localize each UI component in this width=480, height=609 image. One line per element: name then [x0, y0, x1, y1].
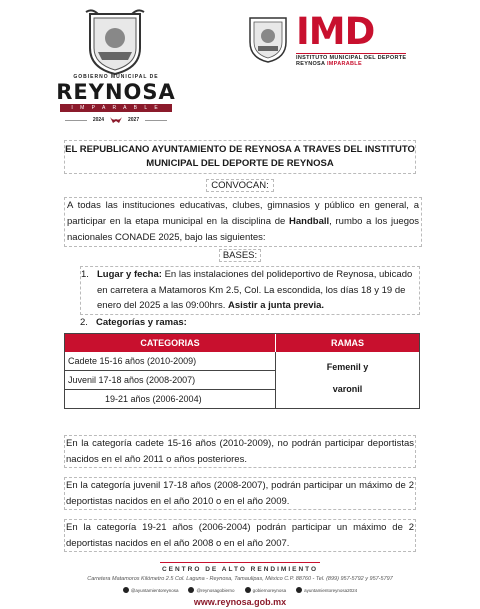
title-line-2: MUNICIPAL DEL DEPORTE DE REYNOSA [146, 158, 334, 169]
imd-tag-city: REYNOSA [296, 61, 326, 67]
youtube-icon [296, 587, 302, 593]
reynosa-government-logo [44, 74, 188, 125]
social-youtube[interactable] [296, 587, 357, 593]
social-links [0, 587, 480, 593]
social-handle: ayuntamientoreynosa2024 [304, 587, 358, 593]
rules-paragraphs [64, 435, 416, 561]
categories-column [65, 352, 276, 408]
item-emphasis: Asistir a junta previa. [227, 300, 325, 311]
rule-19-21: En la categoría 19-21 años (2006-2004) podrán participar un máximo de 2 deportistas nacidos en el año 2008 o en el año 2007. [64, 519, 416, 552]
bases-heading [0, 250, 480, 261]
header-categorias: CATEGORIAS [65, 334, 276, 352]
website-link[interactable]: www.reynosa.gob.mx [193, 597, 287, 607]
table-header [65, 334, 419, 352]
rule-cadete: En la categoría cadete 15-16 años (2010-2009), no podrán participar deportistas nacidos en el año 2011 o años posteriores. [64, 435, 416, 468]
footer-address: Carretera Matamoros Kilómetro 2.5 Col. Laguna - Reynosa, Tamaulipas, México C.P. 88760 - Tel. (899) 957-5792 y 957-5797 [87, 576, 393, 582]
bases-label: BASES: [219, 249, 261, 262]
ramas-column [276, 352, 419, 408]
government-label: GOBIERNO MUNICIPAL DE [73, 74, 159, 80]
convocan-label: CONVOCAN: [206, 179, 274, 192]
term-years [44, 115, 188, 125]
table-row: 19-21 años (2006-2004) [105, 394, 202, 404]
categories-table [64, 333, 420, 409]
rama-line-1: Femenil y [326, 362, 369, 372]
imd-wordmark: IMD [296, 10, 375, 53]
table-row: Juvenil 17-18 años (2008-2007) [65, 371, 275, 390]
table-row: Cadete 15-16 años (2010-2009) [65, 352, 275, 371]
year-start: 2024 [92, 117, 104, 123]
coat-of-arms-seal-right [246, 14, 290, 64]
imparable-tagline: I M P A R A B L E [60, 104, 172, 112]
social-instagram[interactable] [188, 587, 234, 593]
list-item-categories [80, 315, 420, 331]
imd-logo [296, 12, 436, 67]
social-x[interactable] [245, 587, 287, 593]
rule-juvenil: En la categoría juvenil 17-18 años (2008-2007), podrán participar un máximo de 2 deportistas nacidos en el año 2010 o en el año 2009. [64, 477, 416, 510]
item-label: Categorías y ramas: [96, 316, 187, 328]
social-facebook[interactable] [123, 587, 179, 593]
social-handle: gobiernoreynosa [252, 587, 287, 593]
facebook-icon [123, 587, 129, 593]
imd-subtitle: INSTITUTO MUNICIPAL DEL DEPORTE [296, 55, 407, 61]
header-ramas: RAMAS [331, 338, 364, 348]
intro-text-start: A todas las instituciones educativas, clubes, gimnasios y público en general, a participar en la etapa municipal en la disciplina de [67, 200, 419, 227]
x-icon [245, 587, 251, 593]
city-wordmark: REYNOSA [56, 80, 176, 104]
discipline-name: Handball [289, 216, 330, 227]
rama-line-2: varonil [332, 384, 363, 394]
imd-tag-word: IMPARABLE [326, 61, 362, 67]
imd-tagline [296, 61, 436, 67]
footer-center-title: CENTRO DE ALTO RENDIMIENTO [161, 566, 319, 573]
intro-paragraph [64, 197, 422, 247]
social-handle: @ayuntamientoreynosa [130, 587, 179, 593]
social-handle: @reynosagobierno [196, 587, 235, 593]
list-number: 2. [80, 316, 88, 328]
intro-text-end: , rumbo a los juegos nacionales CONADE 2025, bajo las siguientes: [67, 216, 420, 243]
list-item-place-date [80, 266, 420, 315]
item-label: Lugar y fecha: [97, 269, 162, 280]
table-body [65, 352, 419, 408]
footer-divider [160, 562, 320, 563]
document-title [64, 140, 416, 174]
item-text: En las instalaciones del polideportivo de Reynosa, ubicado en carretera a Matamoros Km 2.5, Col. La escondida, los días 18 y 19 de enero del 2025 a las 09:00hrs. [97, 269, 413, 311]
coat-of-arms-seal-left [84, 8, 146, 76]
instagram-icon [188, 587, 194, 593]
convocan-heading [0, 180, 480, 191]
year-end: 2027 [128, 117, 140, 123]
list-number: 1. [81, 269, 89, 280]
title-line-1: EL REPUBLICANO AYUNTAMIENTO DE REYNOSA A TRAVES DEL INSTITUTO [65, 144, 415, 155]
bases-list [80, 266, 420, 330]
eagle-icon [110, 115, 122, 125]
